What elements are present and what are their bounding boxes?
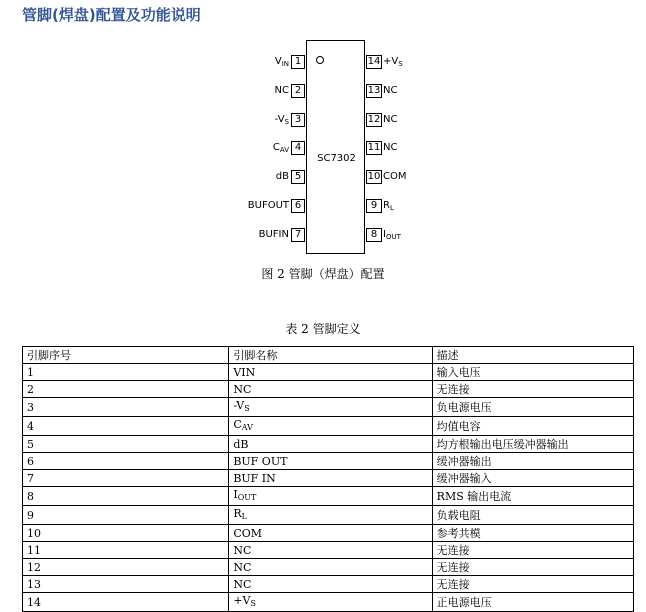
pin-number-left: 7 <box>291 228 305 242</box>
pin-label-right <box>383 170 406 184</box>
pin-name-text: -V <box>233 399 245 412</box>
pin-name-subscript: AV <box>241 423 253 432</box>
table-row <box>23 381 634 398</box>
table-caption: 表 2 管脚定义 <box>285 322 361 336</box>
pin-number-cell: 6 <box>23 453 229 470</box>
pin-name-cell <box>229 436 432 453</box>
pin-name-subscript: S <box>244 404 250 413</box>
table-row <box>23 487 634 506</box>
pin-number-cell: 7 <box>23 470 229 487</box>
pin-label-text: C <box>272 142 280 153</box>
pin-number-right: 10 <box>367 171 381 182</box>
pin-label-subscript: IN <box>281 60 289 68</box>
pin-name-text: BUF OUT <box>233 454 288 468</box>
table-row <box>23 525 634 542</box>
pin-number-cell: 11 <box>23 542 229 559</box>
pin-label-right <box>383 55 403 71</box>
pin-label-left <box>248 199 289 213</box>
pin-label-left <box>275 55 289 71</box>
pin-description-cell: 缓冲器输出 <box>432 453 633 470</box>
pin-number-right: 13 <box>367 85 381 96</box>
table-row <box>23 364 634 381</box>
pin-label-subscript: OUT <box>385 233 401 241</box>
table-row <box>23 559 634 576</box>
pin-label-right <box>383 228 401 244</box>
pin-description-cell: RMS 输出电流 <box>432 487 633 506</box>
pin-number-right: 14 <box>367 56 381 67</box>
pin-label-right <box>383 199 394 215</box>
pin-name-text: NC <box>233 382 252 396</box>
pin-description-cell: 均值电容 <box>432 417 633 436</box>
pin-label-text: I <box>383 229 386 240</box>
pin-number-cell: 5 <box>23 436 229 453</box>
pin-number-right: 9 <box>366 199 382 213</box>
pin-label-text: COM <box>383 171 407 182</box>
pin-number-left: 2 <box>291 84 305 98</box>
pin-label-text: NC <box>383 142 398 153</box>
table-row <box>23 593 634 612</box>
pin-description-cell: 参考共模 <box>432 525 633 542</box>
pin-definition-table <box>22 346 634 612</box>
pin-label-left <box>275 84 289 98</box>
pin-name-text: NC <box>233 577 252 591</box>
pin-number-right: 11 <box>367 142 381 153</box>
pin-number-cell: 14 <box>23 593 229 612</box>
pin-label-text: -V <box>274 114 285 125</box>
pin-number-cell: 8 <box>23 487 229 506</box>
table-row <box>23 453 634 470</box>
pin-name-text: +V <box>233 594 251 607</box>
pin-label-left <box>275 113 289 129</box>
pin-name-cell <box>229 487 432 506</box>
pin-name-cell <box>229 525 432 542</box>
pin-name-cell <box>229 506 432 525</box>
table-row <box>23 542 634 559</box>
header-pin-number: 引脚序号 <box>23 347 229 364</box>
pin-description-cell: 负载电阻 <box>432 506 633 525</box>
chip-name: SC7302 <box>317 153 356 164</box>
table-row <box>23 417 634 436</box>
pin-number-cell: 3 <box>23 398 229 417</box>
pin-name-cell <box>229 470 432 487</box>
pin-label-subscript: S <box>284 118 289 126</box>
pin-label-text: V <box>274 56 282 67</box>
pin-name-subscript: L <box>241 512 247 521</box>
figure-caption: 图 2 管脚（焊盘）配置 <box>261 267 385 281</box>
pin-label-right <box>383 84 397 98</box>
pin-description-cell: 输入电压 <box>432 364 633 381</box>
pin-name-text: COM <box>233 526 263 540</box>
pin-number-cell: 2 <box>23 381 229 398</box>
table-row <box>23 506 634 525</box>
pin-label-right <box>383 113 397 127</box>
pin-name-subscript: OUT <box>237 493 257 502</box>
pin-description-cell: 无连接 <box>432 576 633 593</box>
pin-label-subscript: S <box>398 60 403 68</box>
pin-label-left <box>276 170 289 184</box>
pin-number-cell: 4 <box>23 417 229 436</box>
pin-description-cell: 无连接 <box>432 559 633 576</box>
pin-description-cell: 无连接 <box>432 381 633 398</box>
table-header-row <box>23 347 634 364</box>
pin-description-cell: 负电源电压 <box>432 398 633 417</box>
pin-number-right: 12 <box>367 114 381 125</box>
pin-label-subscript: AV <box>279 146 289 154</box>
pin-name-text: BUF IN <box>233 471 276 485</box>
pin-label-text: NC <box>383 114 398 125</box>
table-row <box>23 436 634 453</box>
pin-name-cell <box>229 417 432 436</box>
pin-number-left: 4 <box>291 141 305 155</box>
pin-number-left: 6 <box>291 199 305 213</box>
table-row <box>23 398 634 417</box>
pin-name-text: C <box>233 418 242 431</box>
pin-name-text: I <box>233 488 238 501</box>
pin-name-cell <box>229 559 432 576</box>
table-row <box>23 470 634 487</box>
pin-number-cell: 12 <box>23 559 229 576</box>
pin-number-cell: 13 <box>23 576 229 593</box>
pin-label-text: R <box>383 200 390 211</box>
pin-number-left: 3 <box>291 113 305 127</box>
pin-label-right <box>383 141 397 155</box>
pin-label-text: NC <box>274 85 289 96</box>
pin-label-subscript: L <box>389 204 394 212</box>
header-description: 描述 <box>432 347 633 364</box>
pin-label-text: NC <box>383 85 398 96</box>
header-pin-name: 引脚名称 <box>229 347 432 364</box>
pin-description-cell: 缓冲器输入 <box>432 470 633 487</box>
pin-name-cell <box>229 593 432 612</box>
pin-name-cell <box>229 542 432 559</box>
pin-name-text: NC <box>233 543 252 557</box>
pin-name-subscript: S <box>250 599 256 608</box>
pin-number-cell: 9 <box>23 506 229 525</box>
section-title: 管脚(焊盘)配置及功能说明 <box>22 6 201 24</box>
pin-name-cell <box>229 398 432 417</box>
pin-name-text: dB <box>233 437 249 451</box>
pin-number-right: 8 <box>366 228 382 242</box>
pin1-indicator-icon <box>316 56 324 64</box>
pin-number-cell: 10 <box>23 525 229 542</box>
pin-description-cell: 正电源电压 <box>432 593 633 612</box>
pin-label-text: dB <box>275 171 289 182</box>
pin-number-left: 5 <box>291 170 305 184</box>
pin-description-cell: 无连接 <box>432 542 633 559</box>
pin-label-left <box>273 141 289 157</box>
pin-description-cell: 均方根输出电压缓冲器输出 <box>432 436 633 453</box>
pin-name-cell <box>229 364 432 381</box>
ic-package <box>306 40 365 254</box>
pin-label-left <box>259 228 289 242</box>
pin-label-text: BUFIN <box>258 229 289 240</box>
pin-number-cell: 1 <box>23 364 229 381</box>
pin-label-text: +V <box>383 56 399 67</box>
table-row <box>23 576 634 593</box>
pin-name-text: R <box>233 507 242 520</box>
pin-number-left: 1 <box>291 55 305 69</box>
pin-name-text: NC <box>233 560 252 574</box>
pin-name-cell <box>229 453 432 470</box>
pin-name-cell <box>229 381 432 398</box>
pin-name-text: VIN <box>233 365 256 379</box>
pin-name-cell <box>229 576 432 593</box>
pin-label-text: BUFOUT <box>247 200 289 211</box>
